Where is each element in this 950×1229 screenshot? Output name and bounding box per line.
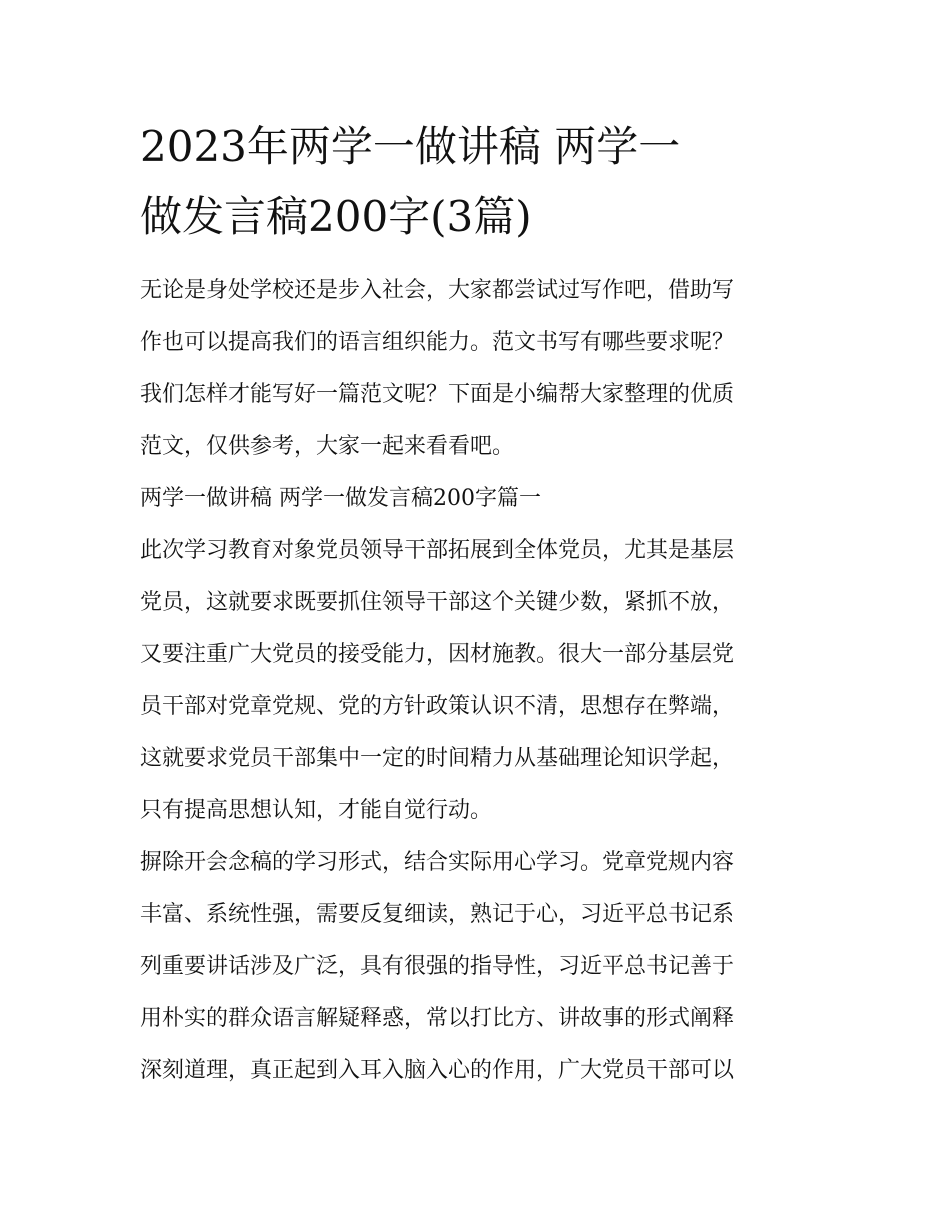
paragraph-body-1 — [140, 525, 812, 837]
title-line-1: 2023年两学一做讲稿 两学一 — [140, 122, 681, 171]
paragraph-line: 作也可以提高我们的语言组织能力。范文书写有哪些要求呢？ — [140, 330, 735, 355]
paragraph-line: 丰富、系统性强，需要反复细读，熟记于心，习近平总书记系 — [140, 902, 735, 927]
paragraph-line: 只有提高思想认知，才能自觉行动。 — [140, 798, 493, 823]
section-heading-text: 两学一做讲稿 两学一做发言稿200字篇一 — [140, 486, 541, 511]
paragraph-line: 员干部对党章党规、党的方针政策认识不清，思想存在弊端， — [140, 694, 735, 719]
document-title — [140, 112, 800, 252]
paragraph-line: 列重要讲话涉及广泛，具有很强的指导性，习近平总书记善于 — [140, 954, 735, 979]
paragraph-line: 这就要求党员干部集中一定的时间精力从基础理论知识学起， — [140, 746, 735, 771]
paragraph-line: 深刻道理，真正起到入耳入脑入心的作用，广大党员干部可以 — [140, 1058, 735, 1083]
title-line-2: 做发言稿200字(3篇) — [140, 192, 532, 241]
document-content — [140, 112, 812, 1097]
paragraph-line: 我们怎样才能写好一篇范文呢？下面是小编帮大家整理的优质 — [140, 382, 735, 407]
paragraph-line: 无论是身处学校还是步入社会，大家都尝试过写作吧，借助写 — [140, 278, 735, 303]
paragraph-intro — [140, 265, 812, 473]
paragraph-body-2 — [140, 837, 812, 1097]
paragraph-line: 用朴实的群众语言解疑释惑，常以打比方、讲故事的形式阐释 — [140, 1006, 735, 1031]
section-heading — [140, 473, 812, 525]
paragraph-line: 此次学习教育对象党员领导干部拓展到全体党员，尤其是基层 — [140, 538, 735, 563]
paragraph-line: 范文，仅供参考，大家一起来看看吧。 — [140, 434, 515, 459]
document-body — [140, 265, 812, 1097]
paragraph-line: 党员，这就要求既要抓住领导干部这个关键少数，紧抓不放， — [140, 590, 735, 615]
paragraph-line: 又要注重广大党员的接受能力，因材施教。很大一部分基层党 — [140, 642, 735, 667]
paragraph-line: 摒除开会念稿的学习形式，结合实际用心学习。党章党规内容 — [140, 850, 735, 875]
